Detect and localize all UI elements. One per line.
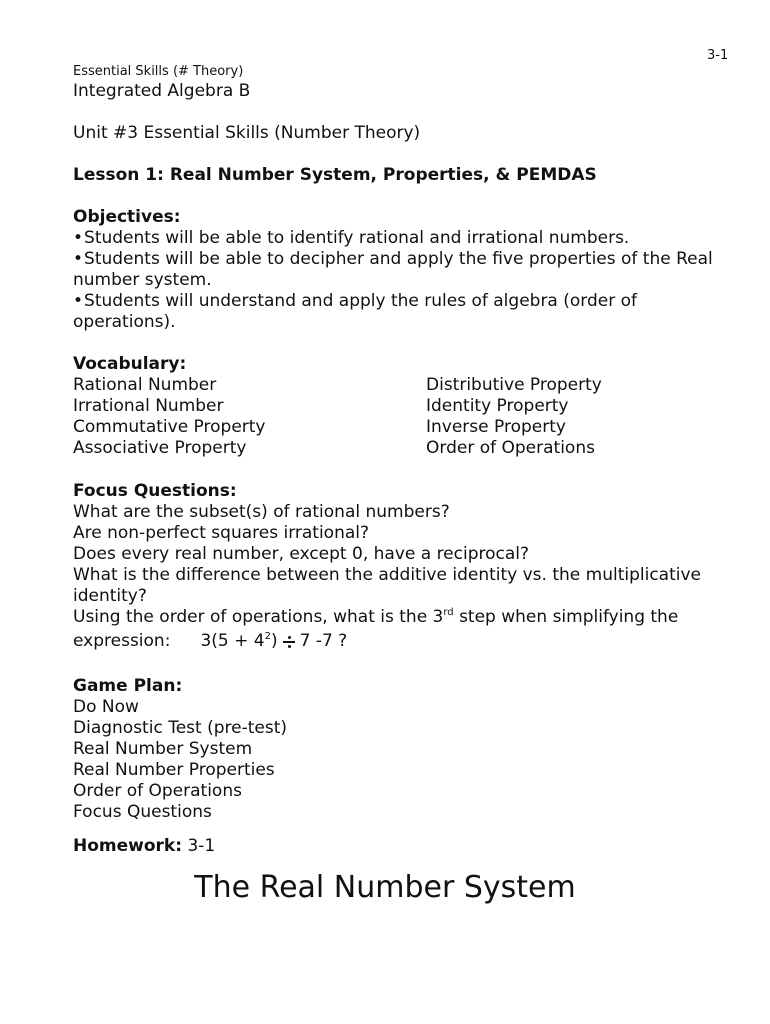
homework-label: Homework: — [73, 836, 183, 856]
game-plan-heading: Game Plan: — [73, 676, 183, 696]
vocabulary-left-column — [73, 375, 266, 459]
lesson-title: Lesson 1: Real Number System, Properties, & PEMDAS — [73, 165, 597, 185]
focus-question: Using the order of operations, what is the 3rd step when simplifying the — [73, 607, 679, 627]
focus-question: What are the subset(s) of rational numbers? — [73, 502, 450, 522]
vocabulary-right-column — [426, 375, 602, 459]
vocabulary-term: Distributive Property — [426, 375, 602, 395]
expression-line — [73, 631, 347, 652]
unit-title: Unit #3 Essential Skills (Number Theory) — [73, 123, 421, 143]
game-plan-item: Real Number Properties — [73, 760, 275, 780]
game-plan-item: Do Now — [73, 697, 139, 717]
bullet-icon: • — [73, 228, 84, 248]
vocabulary-term: Identity Property — [426, 396, 569, 416]
vocabulary-term: Order of Operations — [426, 438, 595, 458]
focus-question: Are non-perfect squares irrational? — [73, 523, 370, 543]
objective-item: •Students will be able to decipher and apply the five properties of the Real — [73, 249, 713, 269]
bullet-icon: • — [73, 249, 84, 269]
objective-item: •Students will understand and apply the rules of algebra (order of — [73, 291, 638, 311]
bullet-icon: • — [73, 291, 84, 311]
page-number: 3-1 — [707, 48, 729, 63]
objective-item-continued: operations). — [73, 312, 176, 332]
expression-part: 7 -7 ? — [299, 631, 348, 651]
objectives-heading: Objectives: — [73, 207, 181, 227]
vocabulary-term: Rational Number — [73, 375, 217, 395]
focus-question: What is the difference between the additive identity vs. the multiplicative — [73, 565, 702, 585]
expression-part: ) — [270, 631, 278, 651]
game-plan-item: Real Number System — [73, 739, 253, 759]
focus-questions-heading: Focus Questions: — [73, 481, 237, 501]
game-plan-item: Order of Operations — [73, 781, 242, 801]
game-plan-item: Diagnostic Test (pre-test) — [73, 718, 287, 738]
game-plan-list — [73, 697, 287, 823]
game-plan-item: Focus Questions — [73, 802, 212, 822]
vocabulary-term: Commutative Property — [73, 417, 266, 437]
vocabulary-term: Inverse Property — [426, 417, 566, 437]
homework-value: 3-1 — [187, 836, 216, 856]
vocabulary-heading: Vocabulary: — [73, 354, 187, 374]
course-short-title: Essential Skills (# Theory) — [73, 64, 244, 79]
section-title: The Real Number System — [194, 870, 576, 905]
objectives-list — [73, 228, 713, 333]
objective-item: •Students will be able to identify rational and irrational numbers. — [73, 228, 630, 248]
objective-item-continued: number system. — [73, 270, 212, 290]
ordinal-suffix: rd — [443, 607, 454, 618]
exponent: 2 — [264, 631, 271, 642]
focus-questions-list — [73, 502, 701, 628]
vocabulary-term: Irrational Number — [73, 396, 224, 416]
focus-question-continued: identity? — [73, 586, 147, 606]
expression-label: expression: — [73, 631, 171, 651]
division-sign-icon — [282, 634, 296, 648]
vocabulary-term: Associative Property — [73, 438, 247, 458]
focus-question: Does every real number, except 0, have a reciprocal? — [73, 544, 530, 564]
expression-part: 3(5 + 4 — [200, 631, 265, 651]
homework-line — [73, 836, 215, 857]
course-title: Integrated Algebra B — [73, 81, 251, 101]
